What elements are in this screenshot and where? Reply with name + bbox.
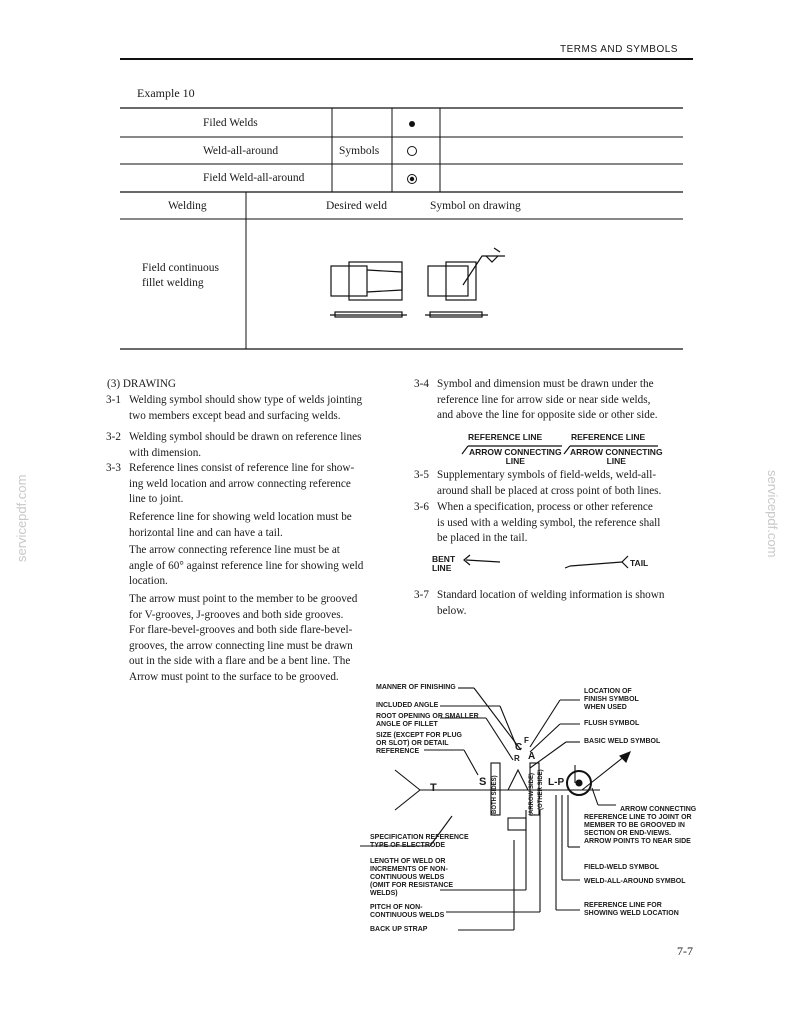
page-number: 7-7 [677,944,693,958]
label-size: SIZE (EXCEPT FOR PLUG OR SLOT) OR DETAIL REFERENCE [376,732,462,755]
para-3-4: 3-4 Symbol and dimension must be drawn under the reference line for arrow side or near side welds, and above the line for opposite side or other side. [414,378,658,422]
para-3-3: 3-3 Reference lines consist of reference line for show- ing weld location and arrow connecting reference line to joint. [106,462,355,506]
tail-label: TAIL [630,558,649,568]
para-3-3-b: Reference line for showing weld location must be horizontal line and can have a tail. [129,511,352,539]
para-3-6: 3-6 When a specification, process or other reference is used with a welding symbol, the reference shall be placed in the tail. [414,501,661,545]
label-included-angle: INCLUDED ANGLE [376,702,439,709]
para-3-1: 3-1 Welding symbol should show type of welds jointing two members except bead and surfacing welds. [106,394,363,422]
watermark-left: servicepdf.com [14,474,29,562]
label-location-finish: LOCATION OF FINISH SYMBOL WHEN USED [584,688,639,711]
para-3-3-c: The arrow connecting reference line must be at angle of 60° against reference line for showing weld location. [129,544,364,588]
label-field-weld-symbol: FIELD-WELD SYMBOL [584,864,660,871]
table-row-filed-welds: Filed Welds [203,117,258,129]
diagram-letter-a: A [528,751,536,762]
label-pitch: PITCH OF NON- CONTINUOUS WELDS [370,904,445,919]
table-row-field-weld-all-around: Field Weld-all-around [203,172,305,184]
label-reference-line: REFERENCE LINE FOR SHOWING WELD LOCATION [584,902,679,917]
diagram-letter-t: T [430,782,437,794]
page-header: TERMS AND SYMBOLS [560,44,678,55]
other-side-text: (OTHER SIDE) [538,769,544,810]
example-label: Example 10 [137,86,195,100]
table-row-label-line-2: fillet welding [142,277,204,289]
ref-line-label-2: REFERENCE LINE [571,432,646,442]
label-arrow-connecting: ARROW CONNECTING REFERENCE LINE TO JOINT OR MEMBER TO BE GROOVED IN SECTION OR END-VIEWS. ARROW POINTS TO NEAR SIDE [584,806,697,845]
section-heading: (3) DRAWING [107,378,177,390]
label-back-up-strap: BACK UP STRAP [370,926,428,933]
arrow-conn-label-2: ARROW CONNECTING LINE [570,447,663,466]
para-3-7: 3-7 Standard location of welding information is shown below. [414,589,665,617]
bent-line-label: BENT LINE [432,554,456,573]
label-length-of-weld: LENGTH OF WELD OR INCREMENTS OF NON- CONTINUOUS WELDS (OMIT FOR RESISTANCE WELDS) [370,858,454,897]
label-specification: SPECIFICATION REFERENCE TYPE OF ELECTRODE [370,834,469,849]
table-header-desired-weld: Desired weld [326,200,387,212]
diagram-letter-r: R [514,754,520,763]
ref-line-label-1: REFERENCE LINE [468,432,543,442]
table-row-weld-all-around: Weld-all-around [203,145,279,157]
diagram-letter-c: C [515,742,523,753]
label-root-opening: ROOT OPENING OR SMALLER ANGLE OF FILLET [376,713,479,728]
label-weld-all-around-symbol: WELD-ALL-AROUND SYMBOL [584,878,686,885]
both-sides-text: (BOTH SIDES) [492,775,498,816]
diagram-letter-lp: L-P [548,777,565,788]
diagram-letter-f: F [524,736,529,745]
table-header-symbol-on-drawing: Symbol on drawing [430,200,521,212]
para-3-5: 3-5 Supplementary symbols of field-welds, weld-all- around shall be placed at cross point of both lines. [414,469,662,497]
label-flush-symbol: FLUSH SYMBOL [584,720,640,727]
table-header-welding: Welding [168,200,207,212]
para-3-2: 3-2 Welding symbol should be drawn on reference lines with dimension. [106,431,362,459]
table-row-label-line-1: Field continuous [142,262,219,274]
arrow-side-text: (ARROW SIDE) [529,773,535,816]
table-symbols-label: Symbols [339,145,380,157]
diagram-letter-s: S [479,776,487,788]
para-3-3-d: The arrow must point to the member to be grooved for V-grooves, J-grooves and both side grooves. For flare-bevel-grooves and both side flare-bevel- grooves, the arrow connecting line must be drawn out in the side with a flare and be a bent line. The Arrow must point to the surface to be grooved. [129,593,358,683]
arrow-conn-label-1: ARROW CONNECTING LINE [469,447,562,466]
label-manner-of-finishing: MANNER OF FINISHING [376,684,456,691]
watermark-right: servicepdf.com [765,470,780,558]
label-basic-weld-symbol: BASIC WELD SYMBOL [584,738,661,745]
